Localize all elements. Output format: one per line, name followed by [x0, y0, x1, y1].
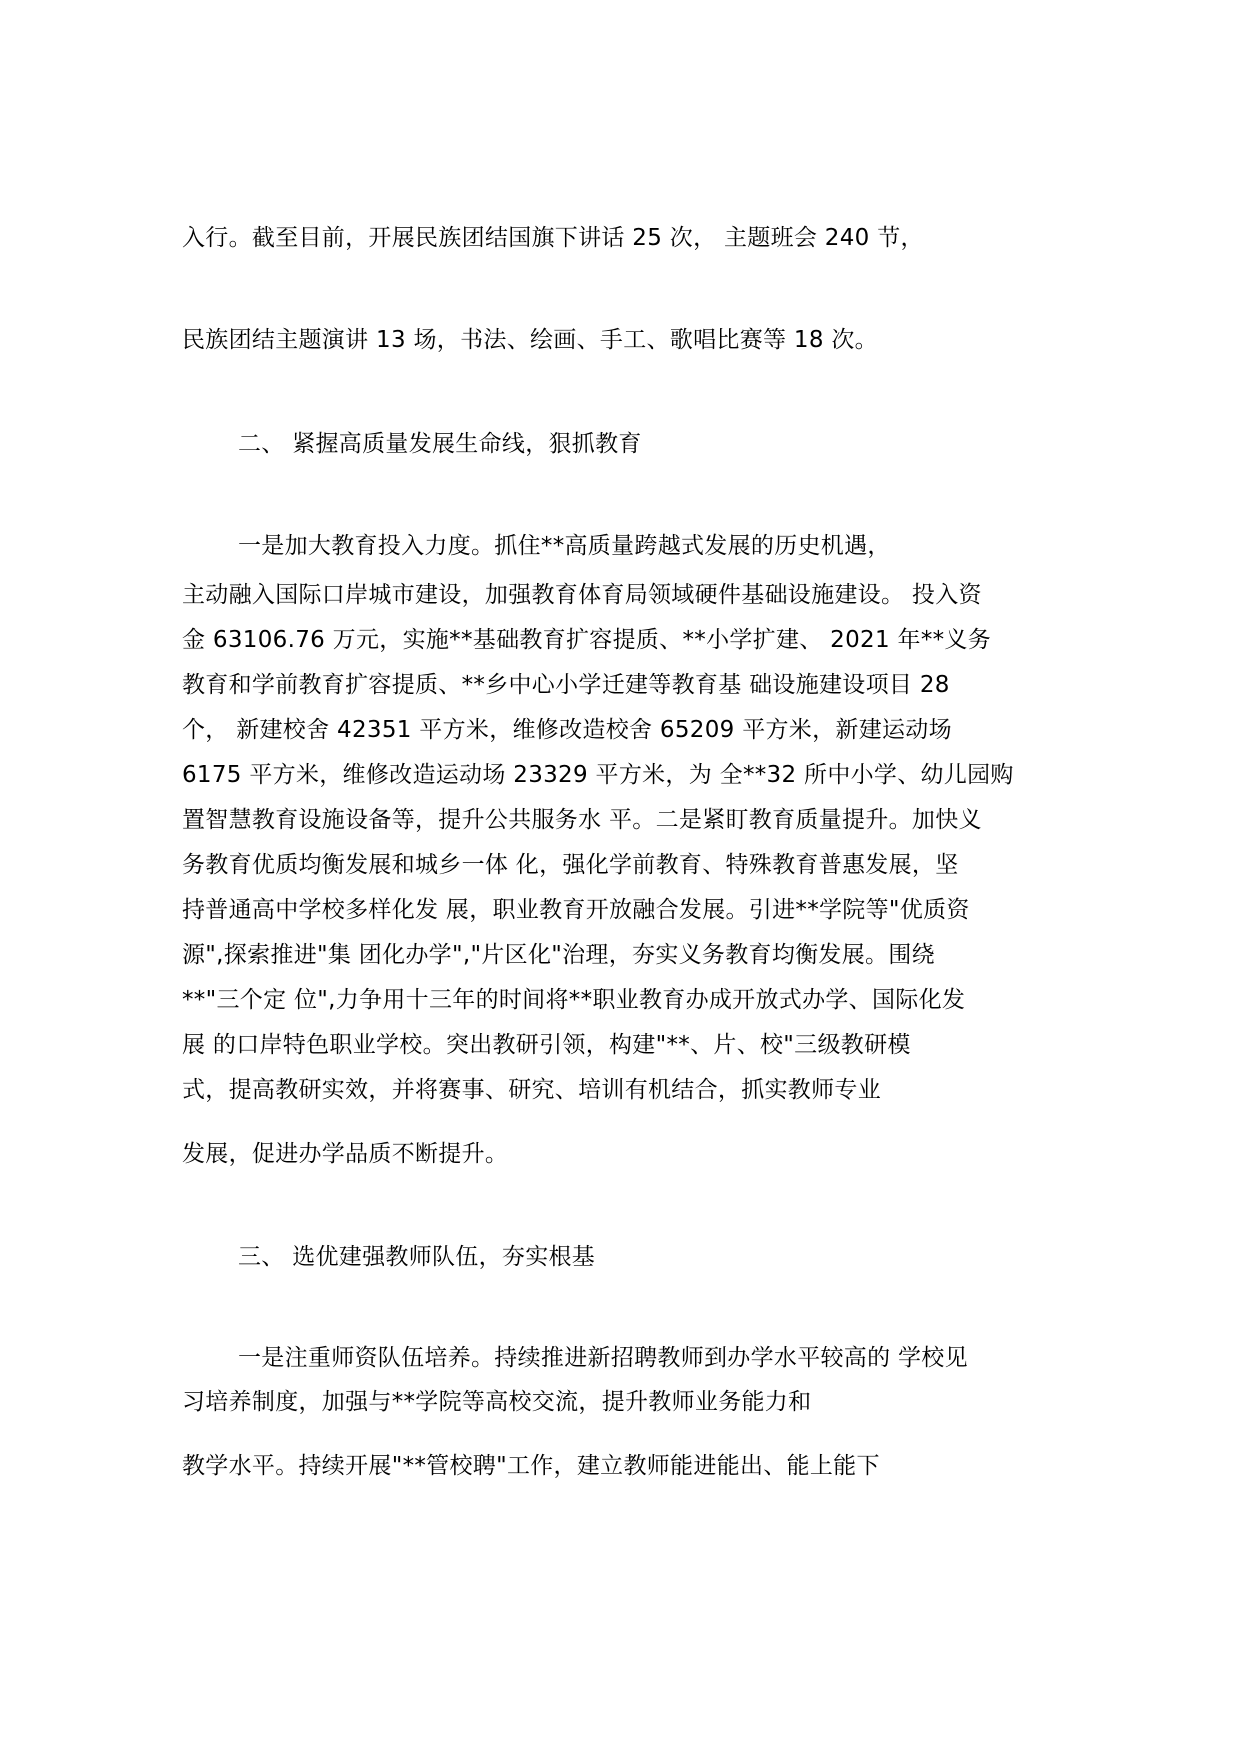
paragraph-line: 一是加大教育投入力度。抓住**高质量跨越式发展的历史机遇，	[238, 533, 891, 559]
paragraph-line: 金 63106.76 万元，实施**基础教育扩容提质、**小学扩建、 2021 年**义务	[182, 627, 992, 653]
paragraph-line: 习培养制度，加强与**学院等高校交流，提升教师业务能力和	[182, 1389, 812, 1415]
paragraph-line: 教学水平。持续开展"**管校聘"工作，建立教师能进能出、能上能下	[182, 1453, 880, 1479]
paragraph-line: **"三个定 位",力争用十三年的时间将**职业教育办成开放式办学、国际化发	[182, 987, 966, 1013]
paragraph-line: 入行。截至目前，开展民族团结国旗下讲话 25 次， 主题班会 240 节，	[182, 225, 924, 251]
section-heading-3: 三、 选优建强教师队伍，夯实根基	[238, 1244, 596, 1270]
paragraph-line: 式，提高教研实效，并将赛事、研究、培训有机结合，抓实教师专业	[182, 1077, 881, 1103]
paragraph-line: 源",探索推进"集 团化办学","片区化"治理，夯实义务教育均衡发展。围绕	[182, 942, 935, 968]
paragraph-line: 教育和学前教育扩容提质、**乡中心小学迁建等教育基 础设施建设项目 28	[182, 672, 950, 698]
paragraph-line: 一是注重师资队伍培养。持续推进新招聘教师到办学水平较高的 学校见	[238, 1345, 968, 1371]
paragraph-line: 置智慧教育设施设备等，提升公共服务水 平。二是紧盯教育质量提升。加快义	[182, 807, 982, 833]
paragraph-line: 持普通高中学校多样化发 展，职业教育开放融合发展。引进**学院等"优质资	[182, 897, 970, 923]
paragraph-line: 个， 新建校舍 42351 平方米，维修改造校舍 65209 平方米，新建运动场	[182, 717, 952, 743]
paragraph-line: 展 的口岸特色职业学校。突出教研引领，构建"**、片、校"三级教研模	[182, 1032, 911, 1058]
paragraph-line: 6175 平方米，维修改造运动场 23329 平方米，为 全**32 所中小学、幼儿园购	[182, 762, 1014, 788]
section-heading-2: 二、 紧握高质量发展生命线，狠抓教育	[238, 431, 642, 457]
paragraph-line: 务教育优质均衡发展和城乡一体 化，强化学前教育、特殊教育普惠发展，坚	[182, 852, 959, 878]
paragraph-line: 民族团结主题演讲 13 场，书法、绘画、手工、歌唱比赛等 18 次。	[182, 327, 878, 353]
paragraph-line: 主动融入国际口岸城市建设，加强教育体育局领域硬件基础设施建设。 投入资	[182, 582, 982, 608]
paragraph-line: 发展，促进办学品质不断提升。	[182, 1141, 509, 1167]
